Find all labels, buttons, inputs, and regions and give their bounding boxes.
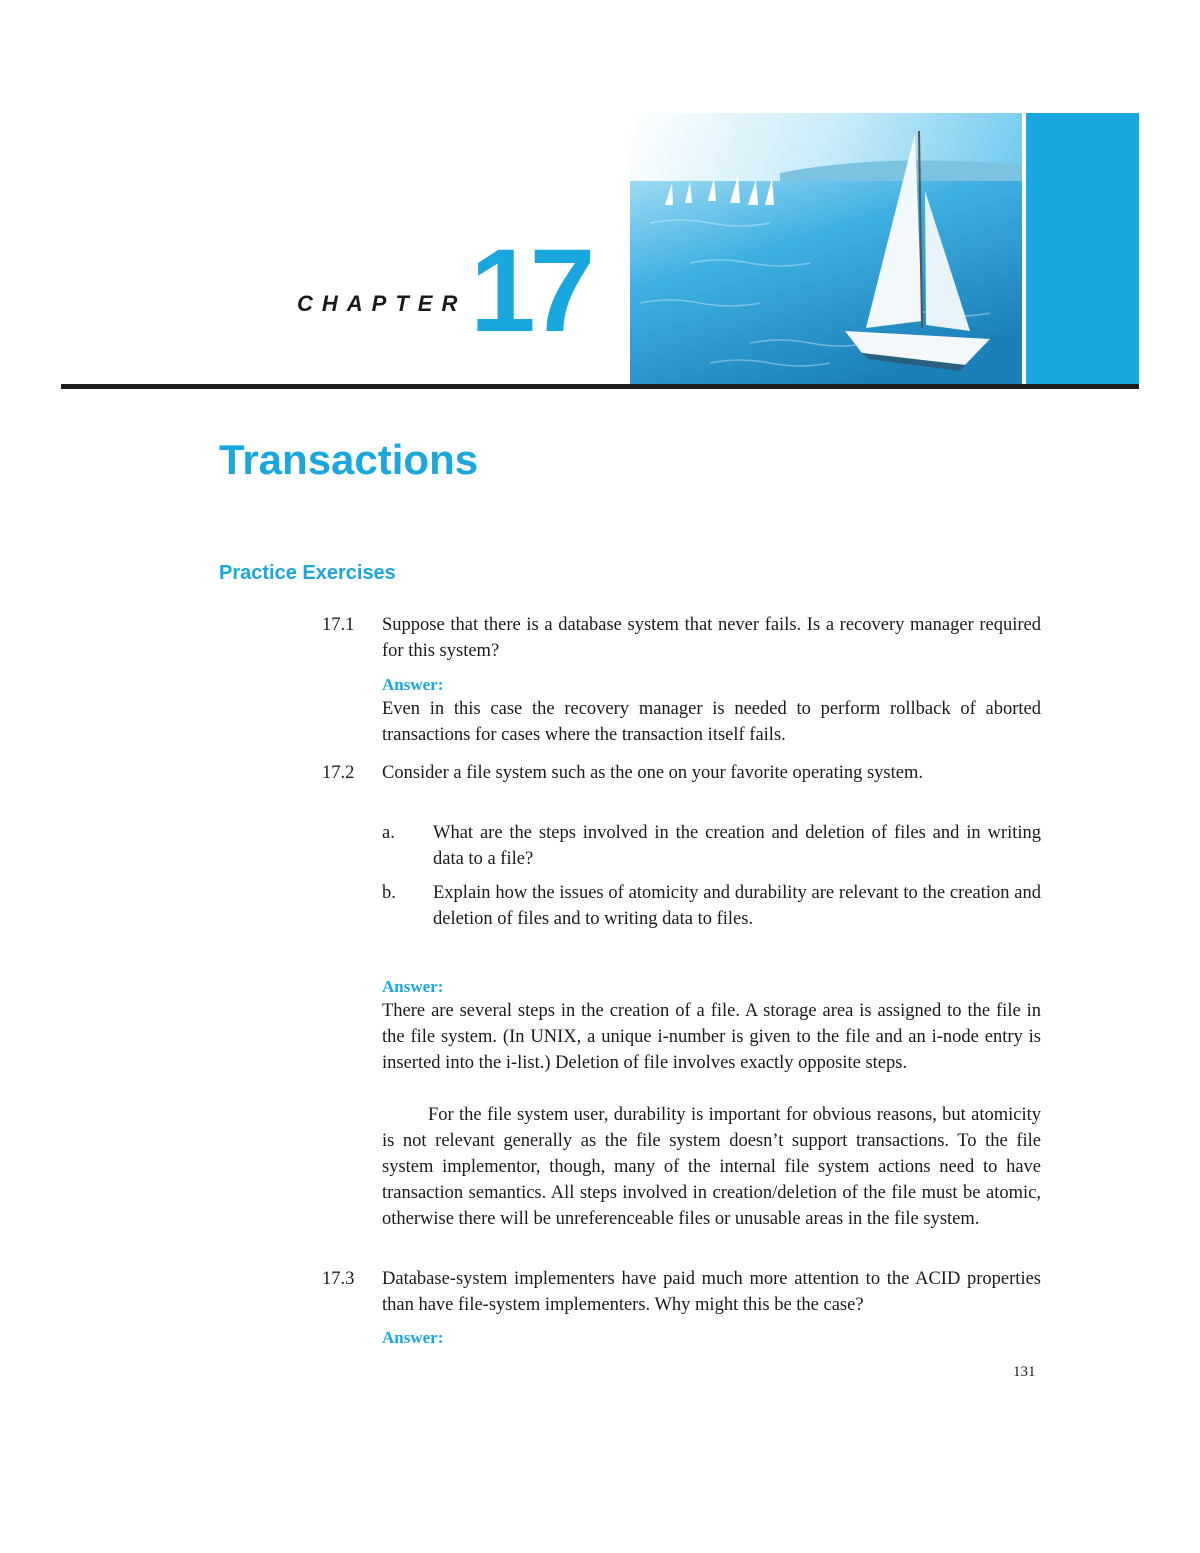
header-rule [61, 384, 1139, 389]
subpart-text: What are the steps involved in the creation and deletion of files and in writing data to a file? [433, 823, 1041, 869]
page-title: Transactions [219, 436, 479, 483]
chapter-color-block [1026, 113, 1139, 385]
answer-label: Answer: [382, 1328, 444, 1347]
exercise-answer: There are several steps in the creation of a file. A storage area is assigned to the file in the file system. (In UNIX, a unique i-number is given to the file and an i-node entry is inserted into the i-list.) Deletion of file involves exactly opposite steps. [382, 1001, 1041, 1073]
exercise-question: Consider a file system such as the one on your favorite operating system. [382, 763, 923, 783]
exercise-number: 17.3 [322, 1269, 355, 1289]
exercise-question: Suppose that there is a database system that never fails. Is a recovery manager required for this system? [382, 615, 1041, 661]
exercise-number: 17.2 [322, 763, 355, 783]
page-number: 131 [1013, 1364, 1036, 1380]
exercise-answer: Even in this case the recovery manager is needed to perform rollback of aborted transactions for cases where the transaction itself fails. [382, 699, 1041, 745]
answer-label: Answer: [382, 977, 444, 996]
subpart-letter: b. [382, 883, 396, 903]
sailboat-photo-icon [630, 113, 1022, 385]
chapter-label: CHAPTER [297, 291, 467, 316]
subpart-letter: a. [382, 823, 395, 843]
chapter-number: 17 [470, 225, 590, 357]
answer-label: Answer: [382, 675, 444, 694]
exercise-question: Database-system implementers have paid much more attention to the ACID properties than have file-system implementers. Why might this be the case? [382, 1269, 1041, 1315]
section-title: Practice Exercises [219, 562, 396, 584]
exercise-number: 17.1 [322, 615, 355, 635]
subpart-text: Explain how the issues of atomicity and durability are relevant to the creation and deletion of files and to writing data to files. [433, 883, 1041, 929]
exercise-answer-continued: For the file system user, durability is important for obvious reasons, but atomicity is not relevant generally as the file system doesn’t support transactions. To the file system implementor, though, many of the internal file system actions need to have transaction semantics. All steps involved in creation/deletion of the file must be atomic, otherwise there will be unreferenceable files or unusable areas in the file system. [382, 1105, 1041, 1229]
